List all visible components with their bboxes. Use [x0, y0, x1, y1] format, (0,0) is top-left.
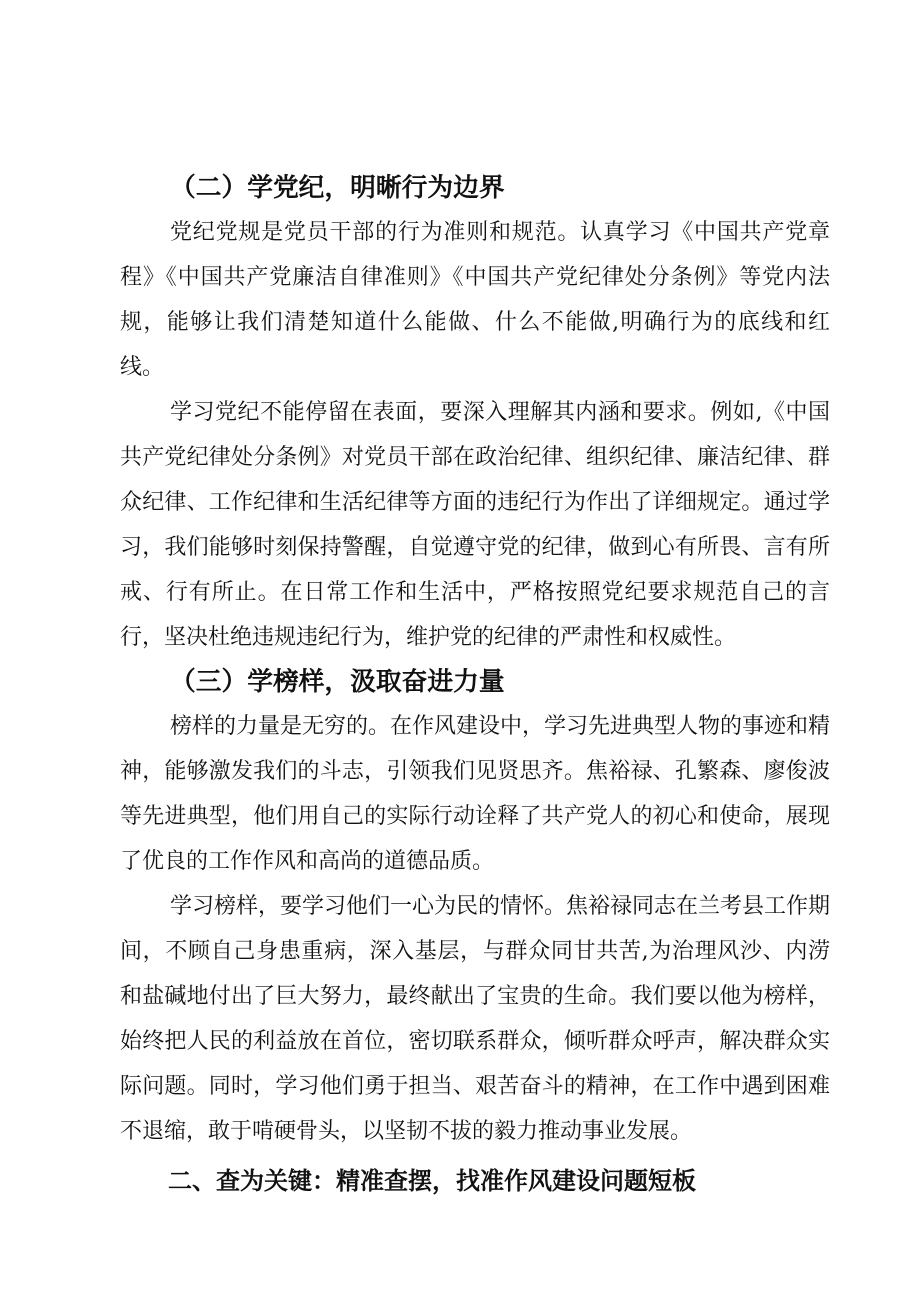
paragraph-role-model-power: 榜样的力量是无穷的。在作风建设中，学习先进典型人物的事迹和精神，能够激发我们的斗志，引领我们见贤思齐。焦裕禄、孔繁森、廖俊波等先进典型，他们用自己的实际行动诠释了共产党人的初心和使命，展现了优良的工作作风和高尚的道德品质。	[120, 714, 831, 874]
part-heading-inspection: 二、查为关键：精准查摆，找准作风建设问题短板	[168, 1167, 696, 1195]
section-heading-learn-role-models: （三）学榜样，汲取奋进力量	[170, 667, 505, 697]
paragraph-role-model-jiao-yulu: 学习榜样，要学习他们一心为民的情怀。焦裕禄同志在兰考县工作期间，不顾自己身患重病，深入基层，与群众同甘共苦,为治理风沙、内涝和盐碱地付出了巨大努力，最终献出了宝贵的生命。我们要以他为榜样，始终把人民的利益放在首位，密切联系群众，倾听群众呼声，解决群众实际问题。同时，学习他们勇于担当、艰苦奋斗的精神，在工作中遇到困难不退缩，敢于啃硬骨头，以坚韧不拔的毅力推动事业发展。	[120, 894, 831, 1144]
section-heading-learn-discipline: （二）学党纪，明晰行为边界	[170, 173, 505, 203]
document-body	[120, 166, 830, 1208]
paragraph-discipline-depth: 学习党纪不能停留在表面，要深入理解其内涵和要求。例如,《中国共产党纪律处分条例》对党员干部在政治纪律、组织纪律、廉洁纪律、群众纪律、工作纪律和生活纪律等方面的违纪行为作出了详细规定。通过学习，我们能够时刻保持警醒，自觉遵守党的纪律，做到心有所畏、言有所戒、行有所止。在日常工作和生活中，严格按照党纪要求规范自己的言行，坚决杜绝违规违纪行为，维护党的纪律的严肃性和权威性。	[120, 400, 830, 650]
paragraph-discipline-rules: 党纪党规是党员干部的行为准则和规范。认真学习《中国共产党章程》《中国共产党廉洁自律准则》《中国共产党纪律处分条例》等党内法规，能够让我们清楚知道什么能做、什么不能做,明确行为的底线和红线。	[120, 220, 830, 380]
